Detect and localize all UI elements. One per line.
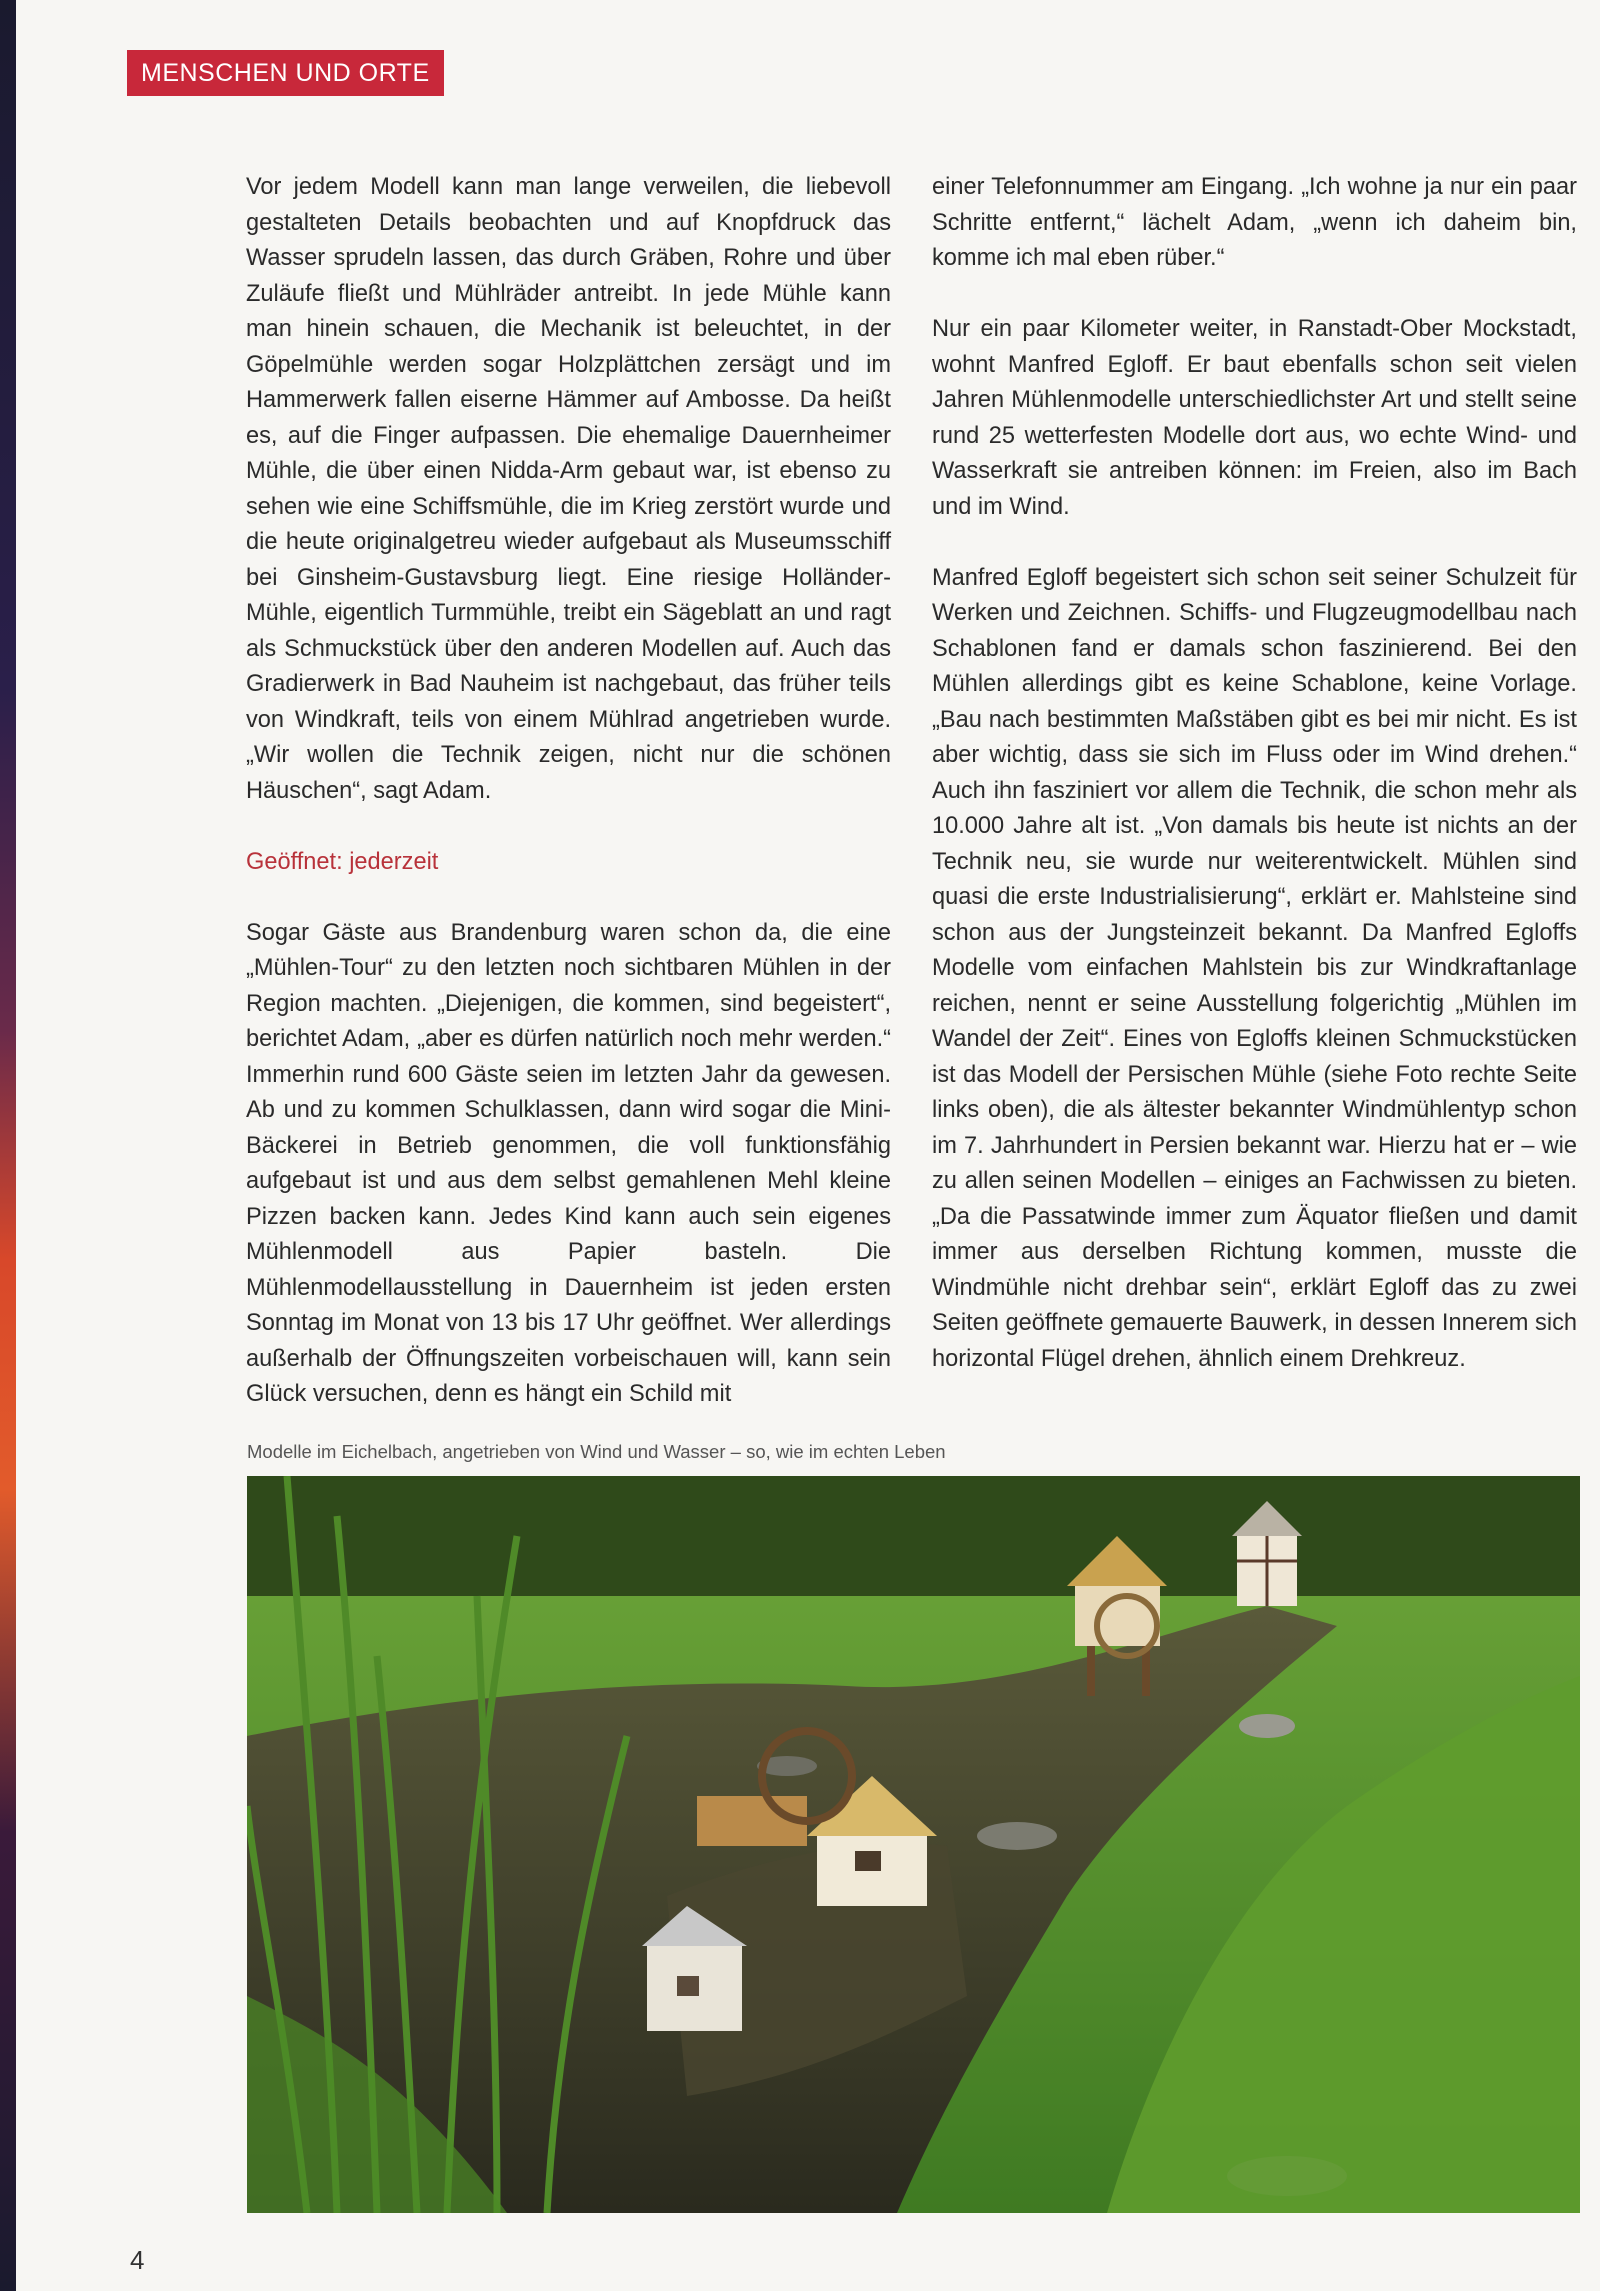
right-column [932, 170, 1577, 1413]
paragraph: Vor jedem Modell kann man lange verweilen, die liebevoll gestalteten Details beobachten und auf Knopfdruck das Wasser sprudeln lassen, das durch Gräben, Rohre und über Zuläufe fließt und Mühlräder antreibt. In jede Mühle kann man hinein schauen, die Mechanik ist beleuchtet, in der Göpelmühle werden sogar Holzplättchen zersägt und im Hammerwerk fallen eiserne Hämmer auf Ambosse. Da heißt es, auf die Finger aufpassen. Die ehemalige Dauernheimer Mühle, die über einen Nidda-Arm gebaut war, ist ebenso zu sehen wie eine Schiffsmühle, die im Krieg zerstört wurde und die heute originalgetreu wieder aufgebaut als Museumsschiff bei Ginsheim-Gustavsburg liegt. Eine riesige Holländer-Mühle, eigentlich Turmmühle, treibt ein Sägeblatt an und ragt als Schmuckstück über den anderen Modellen auf. Auch das Gradierwerk in Bad Nauheim ist nachgebaut, das früher teils von Windkraft, teils von einem Mühlrad angetrieben wurde. „Wir wollen die Technik zeigen, nicht nur die schönen Häuschen“, sagt Adam. [246, 174, 891, 804]
paragraph: Manfred Egloff begeistert sich schon seit seiner Schulzeit für Werken und Zeichnen. Schiffs- und Flugzeugmodellbau nach Schablonen fand er damals schon faszinierend. Bei den Mühlen allerdings gibt es keine Schablone, keine Vorlage. „Bau nach bestimmten Maßstäben gibt es bei mir nicht. Es ist aber wichtig, dass sie sich im Fluss oder im Wind drehen.“ Auch ihn fasziniert vor allem die Technik, die schon mehr als 10.000 Jahre alt ist. „Von damals bis heute ist nichts an der Technik neu, sie wurde nur weiterentwickelt. Mühlen sind quasi die erste Industrialisierung“, erklärt er. Mahlsteine sind schon aus der Jungsteinzeit bekannt. Da Manfred Egloffs Modelle vom einfachen Mahlstein bis zur Windkraftanlage reichen, nennt er seine Ausstellung folgerichtig „Mühlen im Wandel der Zeit“. Eines von Egloffs kleinen Schmuckstücken ist das Modell der Persischen Mühle (siehe Foto rechte Seite links oben), die als ältester bekannter Windmühlentyp schon im 7. Jahrhundert in Persien bekannt war. Hierzu hat er – wie zu allen seinen Modellen – einiges an Fachwissen zu bieten. „Da die Passatwinde immer zum Äquator fließen und damit immer aus derselben Richtung kommen, musste die Windmühle nicht drehbar sein“, erklärt Egloff das zu zwei Seiten geöffnete gemauerte Bauwerk, in dessen Innerem sich horizontal Flügel drehen, ähnlich einem Drehkreuz. [932, 564, 1577, 1372]
paragraph: Nur ein paar Kilometer weiter, in Ranstadt-Ober Mockstadt, wohnt Manfred Egloff. Er baut ebenfalls schon seit vielen Jahren Mühlenmodelle unterschiedlichster Art und stellt seine rund 25 wetterfesten Modelle dort aus, wo echte Wind- und Wasserkraft sie antreiben können: im Freien, also im Bach und im Wind. [932, 316, 1577, 520]
photo-caption: Modelle im Eichelbach, angetrieben von Wind und Wasser – so, wie im echten Leben [247, 1441, 946, 1462]
subheading: Geöffnet: jederzeit [246, 848, 439, 875]
paragraph: Sogar Gäste aus Brandenburg waren schon da, die eine „Mühlen-Tour“ zu den letzten noch sichtbaren Mühlen in der Region machten. „Diejenigen, die kommen, sind begeistert“, berichtet Adam, „aber es dürfen natürlich noch mehr werden.“ Immerhin rund 600 Gäste seien im letzten Jahr da gewesen. Ab und zu kommen Schulklassen, dann wird sogar die Mini-Bäckerei in Betrieb genommen, die voll funktionsfähig aufgebaut ist und aus dem selbst gemahlenen Mehl kleine Pizzen backen kann. Jedes Kind kann auch sein eigenes Mühlenmodell aus Papier basteln. Die Mühlenmodellausstellung in Dauernheim ist jeden ersten Sonntag im Monat von 13 bis 17 Uhr geöffnet. Wer allerdings außerhalb der Öffnungszeiten vorbeischauen will, kann sein Glück versuchen, denn es hängt ein Schild mit [246, 919, 891, 1407]
page-edge-strip [0, 0, 16, 2291]
paragraph: einer Telefonnummer am Eingang. „Ich wohne ja nur ein paar Schritte entfernt,“ lächelt Adam, „wenn ich daheim bin, komme ich mal eben rüber.“ [932, 174, 1577, 271]
left-column [246, 170, 891, 1448]
stream-photo-illustration [247, 1476, 1580, 2213]
section-tag: MENSCHEN UND ORTE [127, 50, 444, 96]
stream-photo [247, 1476, 1580, 2213]
page-number: 4 [130, 2245, 145, 2275]
